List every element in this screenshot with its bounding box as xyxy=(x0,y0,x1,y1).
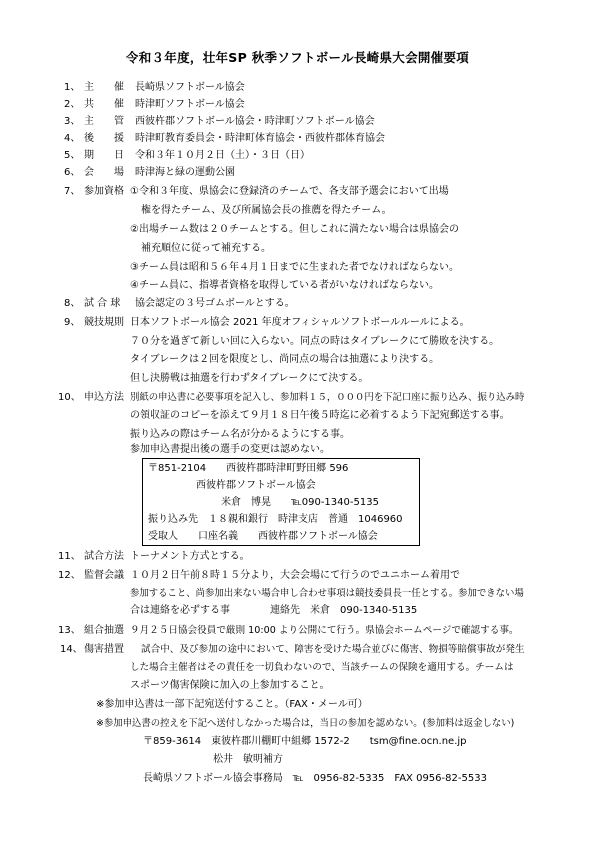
item-label: 傷害措置 xyxy=(84,644,124,655)
item-label: 後 援 xyxy=(84,133,124,144)
item-label: 競技規則 xyxy=(84,317,124,328)
item-number: 10、 xyxy=(58,392,81,403)
item-cosponsor xyxy=(0,97,595,113)
box-bank: 振り込み先 １８親和銀行 時津支店 普通 1046960 xyxy=(148,514,403,525)
remittance-box xyxy=(142,458,420,546)
meeting-line: １０月２日午前８時１５分より，大会会場にて行うのでユニホーム着用で xyxy=(130,570,460,581)
item-label: 会 場 xyxy=(84,167,124,178)
eligibility-line: 権を得たチーム、及び所属協会長の推薦を得たチーム。 xyxy=(141,205,392,216)
item-number: 12、 xyxy=(58,570,81,581)
eligibility-line: ①令和３年度、県協会に登録済のチームで、各支部予選会において出場 xyxy=(130,186,449,197)
footer-org: 長崎県ソフトボール協会事務局 ℡ 0956-82-5335 FAX 0956-82-5533 xyxy=(143,773,487,784)
item-label: 組合抽選 xyxy=(84,625,124,636)
injury-line: した場合主催者はその責任を一切負わないので、当該チームの保険を適用する。チームは xyxy=(130,662,514,673)
footer-name: 松井 敏明補方 xyxy=(213,754,283,765)
rules-line: ７０分を過ぎて新しい回に入らない。同点の時はタイブレークにて勝敗を決する。 xyxy=(130,336,500,347)
meeting-line: 合は連絡を必ずする事 連絡先 米倉 090-1340-5135 xyxy=(130,605,418,616)
footer-address: 〒859-3614 東彼杵郡川棚町中組郷 1572-2 tsm@fine.ocn.ne.jp xyxy=(143,736,467,747)
item-value: 時津海と緑の運動公園 xyxy=(135,167,235,178)
box-org: 西彼杵郡ソフトボール協会 xyxy=(196,480,316,491)
rules-line: タイブレークは２回を限度とし、尚同点の場合は抽選により決する。 xyxy=(130,354,440,365)
item-number: 13、 xyxy=(58,625,81,636)
note-line: ※参加申込書の控えを下記へ送付しなかった場合は，当日の参加を認めない。(参加料は返金しない) xyxy=(96,718,515,729)
item-label: 監督会議 xyxy=(84,570,124,581)
item-label: 申込方法 xyxy=(84,392,124,403)
item-number: 2、 xyxy=(64,99,81,110)
item-sponsor xyxy=(0,80,595,96)
item-number: 11、 xyxy=(58,551,81,562)
eligibility-line: ③チーム員は昭和５６年４月１日までに生まれた者でなければならない。 xyxy=(130,262,459,273)
injury-line: スポーツ傷害保険に加入の上参加すること。 xyxy=(130,680,330,691)
item-format xyxy=(0,549,595,565)
eligibility-line: ④チーム員に、指導者資格を取得している者がいなければならない。 xyxy=(130,280,439,291)
item-venue xyxy=(0,165,595,181)
meeting-line: 参加すること、尚参加出来ない場合申し合わせ事項は競技委員長一任とする。参加できない場 xyxy=(130,588,524,599)
item-label: 共 催 xyxy=(84,99,124,110)
item-value: 協会認定の３号ゴムボールとする。 xyxy=(135,298,295,309)
item-draw xyxy=(0,623,595,639)
item-value: 西彼杵郡ソフトボール協会・時津町ソフトボール協会 xyxy=(135,116,375,127)
rules-line: 日本ソフトボール協会 2021 年度オフィシャルソフトボールルールによる。 xyxy=(130,317,470,328)
rules-line: 但し決勝戦は抽選を行わずタイブレークにて決する。 xyxy=(130,373,369,384)
item-number: 6、 xyxy=(64,167,81,178)
item-value: 時津町ソフトボール協会 xyxy=(135,99,245,110)
item-number: 9、 xyxy=(64,317,81,328)
item-label: 期 日 xyxy=(84,150,124,161)
item-date xyxy=(0,148,595,164)
eligibility-line: ②出場チーム数は２０チームとする。但しこれに満たない場合は県協会の xyxy=(130,224,459,235)
item-label: 試合方法 xyxy=(84,551,124,562)
item-value: ９月２５日協会役員で厳則 10:00 より公開にて行う。県協会ホームページで確認する事。 xyxy=(130,625,519,636)
box-contact: 米倉 博晃 ℡090-1340-5135 xyxy=(221,497,379,508)
eligibility-line: 補充順位に従って補充する。 xyxy=(141,243,271,254)
item-number: 5、 xyxy=(64,150,81,161)
item-number: 1、 xyxy=(64,82,81,93)
item-value: 時津町教育委員会・時津町体育協会・西彼杵郡体育協会 xyxy=(135,133,385,144)
page-title: 令和３年度，壮年SP 秋季ソフトボール長崎県大会開催要項 xyxy=(125,50,470,65)
box-address: 〒851-2104 西彼杵郡時津町野田郷 596 xyxy=(148,463,349,474)
item-value: 令和３年１０月２日（土）・３日（日） xyxy=(135,150,310,161)
item-label: 主 催 xyxy=(84,82,124,93)
item-label: 参加資格 xyxy=(84,186,124,197)
box-recipient: 受取人 口座名義 西彼杵郡ソフトボール協会 xyxy=(148,531,378,542)
item-ball xyxy=(0,296,595,312)
application-line: 別紙の申込書に必要事項を記入し、参加料１５，０００円を下記口座に振り込み、振り込み時 xyxy=(130,392,525,403)
item-management xyxy=(0,114,595,130)
application-line: 振り込みの際はチーム名が分かるようにする事。 xyxy=(130,429,350,440)
item-number: 14、 xyxy=(60,644,83,655)
item-number: 7、 xyxy=(64,186,81,197)
item-support xyxy=(0,131,595,147)
item-number: 8、 xyxy=(64,298,81,309)
item-number: 3、 xyxy=(64,116,81,127)
item-label: 試 合 球 xyxy=(84,298,121,309)
item-value: トーナメント方式とする。 xyxy=(130,551,250,562)
note-line: ※参加申込書は一部下記宛送付すること。（FAX・メール可） xyxy=(96,699,368,710)
injury-line: 試合中、及び参加の途中において、障害を受けた場合並びに傷害、物損等賠償事故が発生 xyxy=(141,644,525,655)
item-value: 長崎県ソフトボール協会 xyxy=(135,82,245,93)
item-label: 主 管 xyxy=(84,116,124,127)
application-line: 参加申込書提出後の選手の変更は認めない。 xyxy=(130,444,330,455)
application-line: の領収証のコピーを添えて９月１８日午後５時迄に必着するよう下記宛郵送する事。 xyxy=(130,410,510,421)
item-number: 4、 xyxy=(64,133,81,144)
